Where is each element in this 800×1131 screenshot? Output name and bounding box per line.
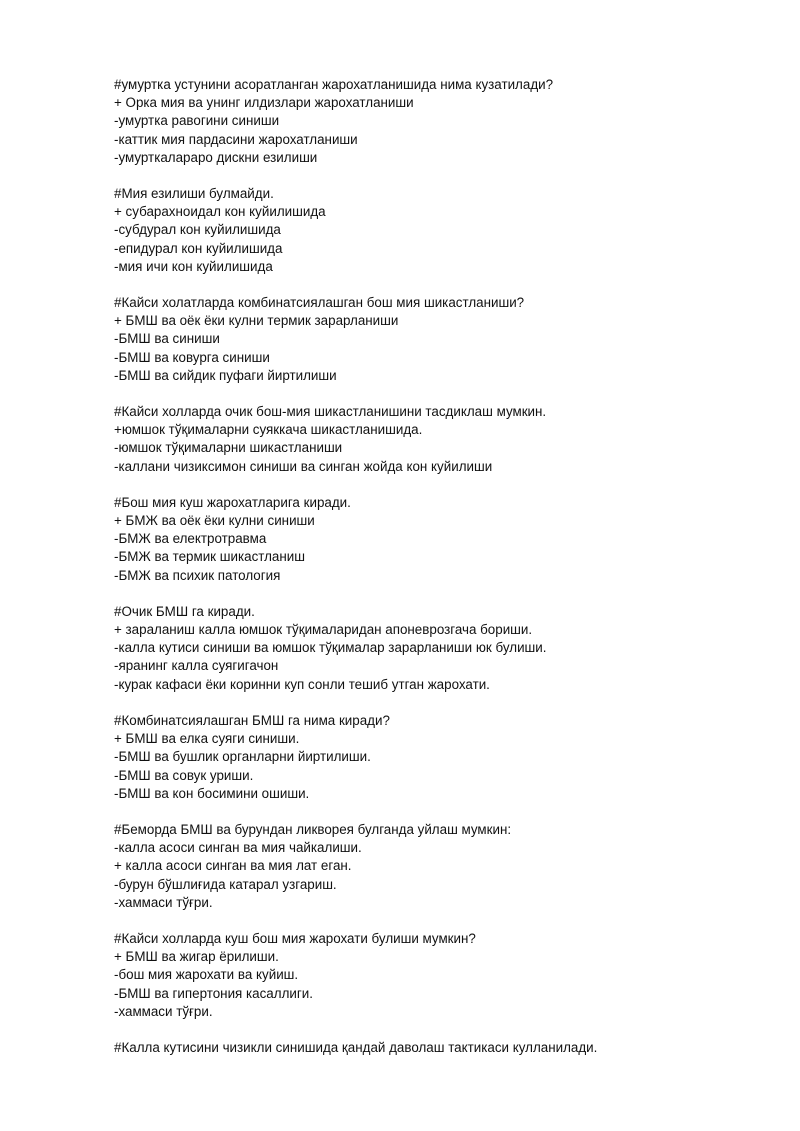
answer-option: -БМШ ва бушлик органларни йиртилиши.: [114, 749, 371, 765]
question-block: [114, 185, 774, 276]
answer-option: -хаммаси тўғри.: [114, 1003, 213, 1019]
answer-option: + БМШ ва оёк ёки кулни термик зарарланиши: [114, 313, 399, 329]
answer-option: + БМЖ ва оёк ёки кулни синиши: [114, 513, 315, 529]
question-block: [114, 603, 774, 694]
question-text: #Кайси холларда куш бош мия жарохати булиши мумкин?: [114, 930, 476, 946]
question-block: [114, 930, 774, 1021]
answer-option: -БМШ ва сийдик пуфаги йиртилиши: [114, 367, 337, 383]
answer-option: -юмшок тўқималарни шикастланиши: [114, 440, 343, 456]
question-text: #Кайси холларда очик бош-мия шикастланишини тасдиклаш мумкин.: [114, 404, 547, 420]
answer-option: -БМШ ва гипертония касаллиги.: [114, 985, 313, 1001]
answer-option: -БМЖ ва термик шикастланиш: [114, 549, 305, 565]
question-text: #Бош мия куш жарохатларига киради.: [114, 494, 351, 510]
answer-option: -БМЖ ва електротравма: [114, 531, 267, 547]
answer-option: + зараланиш калла юмшок тўқималаридан апоневрозгача бориши.: [114, 622, 533, 638]
answer-option: -каллани чизиксимон синиши ва синган жойда кон куйилиши: [114, 458, 493, 474]
question-text: #умуртка устунини асоратланган жарохатланишида нима кузатилади?: [114, 77, 554, 92]
question-text: #Мия езилиши булмайди.: [114, 186, 274, 202]
answer-option: + Орка мия ва унинг илдизлари жарохатланиши: [114, 95, 414, 111]
answer-option: -мия ичи кон куйилишида: [114, 258, 273, 274]
document-page: [114, 76, 774, 1075]
answer-option: +юмшок тўқималарни суяккача шикастланишида.: [114, 422, 423, 438]
answer-option: + БМШ ва жигар ёрилиши.: [114, 949, 279, 965]
answer-option: -яранинг калла суягигачон: [114, 658, 279, 674]
answer-option: + БМШ ва елка суяги синиши.: [114, 731, 300, 747]
answer-option: -субдурал кон куйилишида: [114, 222, 281, 238]
answer-option: -БМЖ ва психик патология: [114, 567, 281, 583]
answer-option: -епидурал кон куйилишида: [114, 240, 283, 256]
answer-option: -калла кутиси синиши ва юмшок тўқималар зарарланиши юк булиши.: [114, 640, 547, 656]
answer-option: -бош мия жарохати ва куйиш.: [114, 967, 299, 983]
answer-option: -курак кафаси ёки коринни куп сонли тешиб утган жарохати.: [114, 676, 490, 692]
question-block: [114, 494, 774, 585]
question-text: #Комбинатсиялашган БМШ га нима киради?: [114, 712, 390, 728]
question-block: [114, 76, 774, 167]
answer-option: -хаммаси тўғри.: [114, 894, 213, 910]
answer-option: -БМШ ва кон босимини ошиши.: [114, 785, 310, 801]
answer-option: -умуртка равогини синиши: [114, 113, 280, 129]
question-text: #Беморда БМШ ва бурундан ликворея булганда уйлаш мумкин:: [114, 821, 512, 837]
answer-option: + субарахноидал кон куйилишида: [114, 204, 326, 220]
answer-option: -БМШ ва ковурга синиши: [114, 349, 270, 365]
question-block: [114, 1039, 774, 1057]
answer-option: -БМШ ва синиши: [114, 331, 220, 347]
question-text: #Кайси холатларда комбинатсиялашган бош мия шикастланиши?: [114, 295, 525, 311]
answer-option: -бурун бўшлиғида катарал узгариш.: [114, 876, 337, 892]
answer-option: + калла асоси синган ва мия лат еган.: [114, 858, 352, 874]
answer-option: -умурткалараро дискни езилиши: [114, 149, 318, 165]
question-text: #Калла кутисини чизикли синишида қандай даволаш тактикаси кулланилади.: [114, 1039, 598, 1055]
question-text: #Очик БМШ га киради.: [114, 603, 255, 619]
question-block: [114, 294, 774, 385]
question-block: [114, 821, 774, 912]
answer-option: -калла асоси синган ва мия чайкалиши.: [114, 840, 362, 856]
question-block: [114, 403, 774, 476]
answer-option: -БМШ ва совук уриши.: [114, 767, 254, 783]
question-block: [114, 712, 774, 803]
answer-option: -каттик мия пардасини жарохатланиши: [114, 131, 358, 147]
